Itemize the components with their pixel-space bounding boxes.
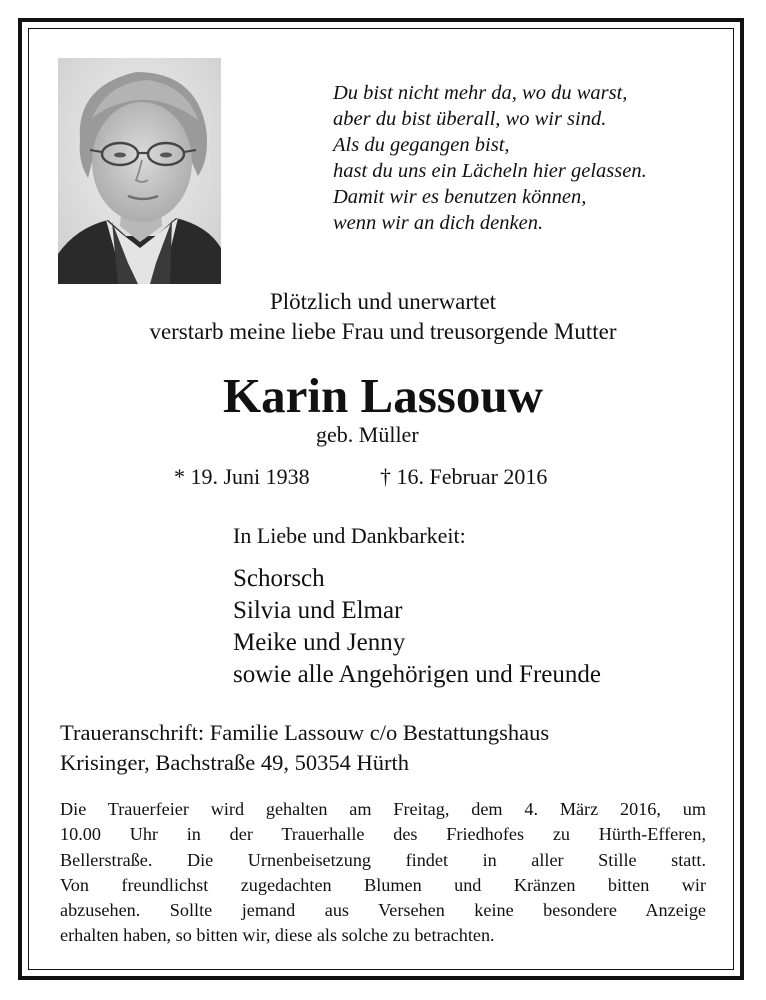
intro-text: [30, 287, 736, 347]
poem-line: Du bist nicht mehr da, wo du warst,: [333, 82, 628, 104]
notice-line: Von freundlichst zugedachten Blumen und Kränzen bitten wir: [60, 874, 706, 895]
address-line-1: Traueranschrift: Familie Lassouw c/o Bestattungshaus: [60, 720, 550, 745]
mourners-heading: In Liebe und Dankbarkeit:: [233, 523, 466, 548]
mourner-name: Silvia und Elmar: [233, 597, 403, 624]
poem-line: aber du bist überall, wo wir sind.: [333, 108, 607, 130]
death-date: † 16. Februar 2016: [380, 464, 548, 489]
portrait-photo: [58, 58, 221, 284]
intro-line-1: Plötzlich und unerwartet: [269, 289, 497, 314]
mourning-address: [60, 718, 549, 778]
notice-line: Bellerstraße. Die Urnenbeisetzung findet in aller Stille statt.: [60, 849, 706, 870]
address-line-2: Krisinger, Bachstraße 49, 50354 Hürth: [60, 750, 410, 775]
birth-name: geb. Müller: [316, 422, 419, 447]
notice-line: erhalten haben, so bitten wir, diese als solche zu betrachten.: [60, 925, 495, 946]
birth-date: * 19. Juni 1938: [174, 464, 310, 489]
poem-line: Als du gegangen bist,: [333, 134, 510, 156]
notice-line: abzusehen. Sollte jemand aus Versehen keine besondere Anzeige: [60, 900, 706, 921]
funeral-notice: [60, 797, 706, 949]
intro-line-2: verstarb meine liebe Frau und treusorgende Mutter: [149, 319, 617, 344]
deceased-name: Karin Lassouw: [223, 368, 543, 423]
mourners-list: [233, 563, 601, 691]
poem-line: Damit wir es benutzen können,: [333, 186, 587, 208]
poem: [333, 80, 733, 236]
notice-line: 10.00 Uhr in der Trauerhalle des Friedhofes zu Hürth-Efferen,: [60, 824, 706, 845]
poem-line: hast du uns ein Lächeln hier gelassen.: [333, 160, 647, 182]
notice-line: Die Trauerfeier wird gehalten am Freitag, dem 4. März 2016, um: [60, 799, 706, 819]
mourner-name: sowie alle Angehörigen und Freunde: [233, 661, 601, 688]
mourner-name: Meike und Jenny: [233, 629, 406, 656]
mourner-name: Schorsch: [233, 565, 325, 592]
poem-line: wenn wir an dich denken.: [333, 212, 544, 234]
